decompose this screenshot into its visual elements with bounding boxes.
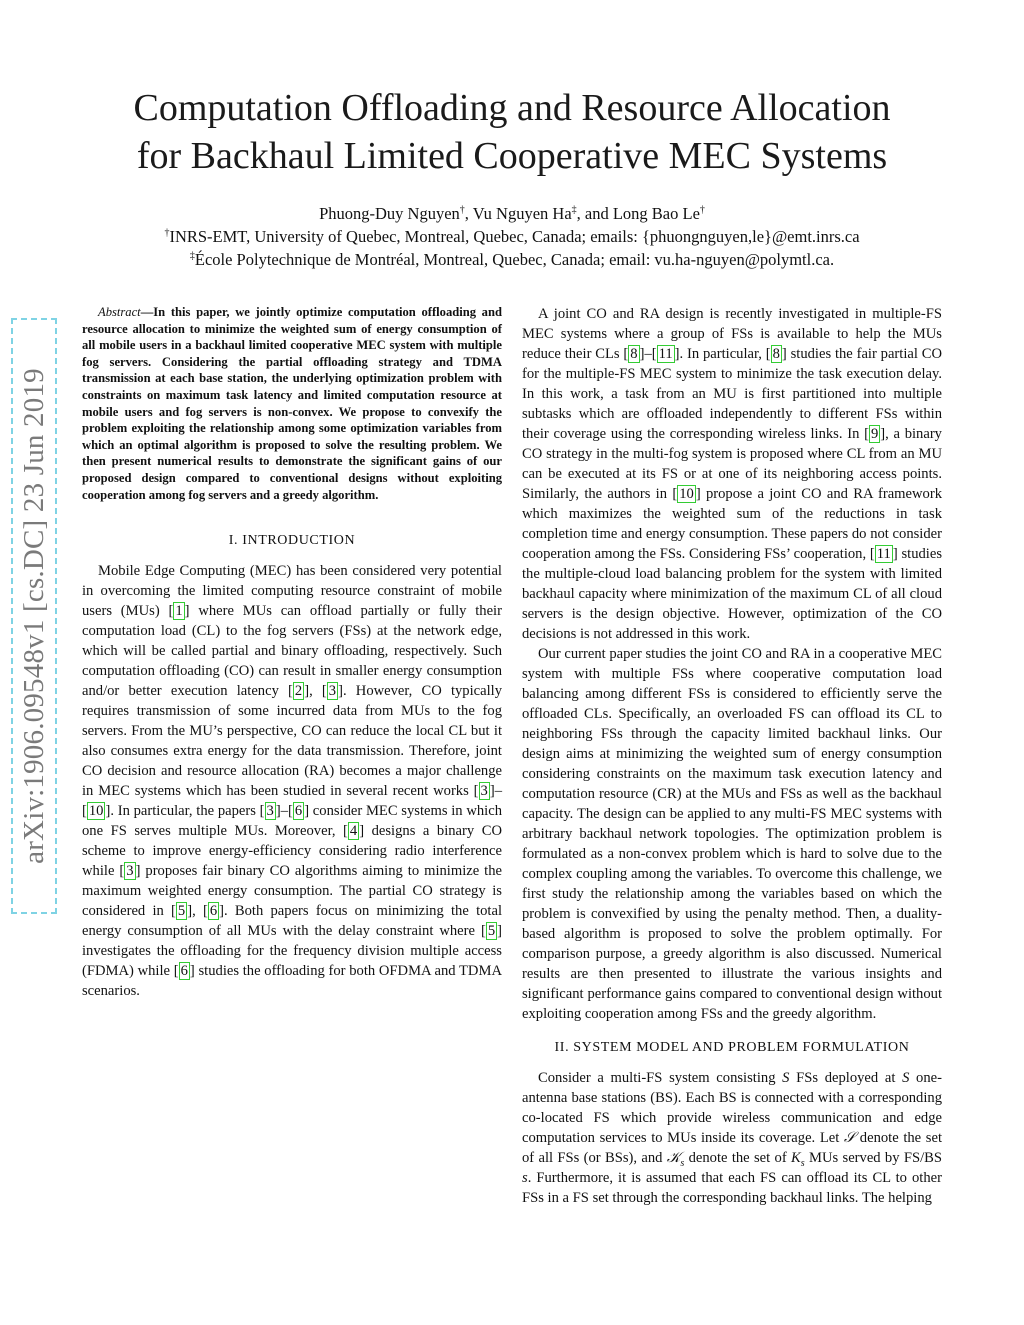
author-line: Phuong-Duy Nguyen†, Vu Nguyen Ha‡, and Long Bao Le† bbox=[319, 204, 705, 223]
abstract-text: In this paper, we jointly optimize computation offloading and resource allocation to minimize the weighted sum of energy consumption of all mobile users in a backhaul limited cooperative MEC system with multiple fog servers. Considering the partial offloading strategy and TDMA transmission at each base station, the underlying optimization problem with constraints on maximum task latency and limited computation resource at mobile users and fog servers is non-convex. We propose to convexify the problem exploiting the relationship among some optimization variables from which an optimal algorithm is proposed to solve the resulting problem. We then present numerical results to demonstrate the significant gains of our proposed design compared to conventional designs without exploiting cooperation among fog servers and a greedy algorithm. bbox=[82, 305, 502, 502]
intro-paragraph-1: Mobile Edge Computing (MEC) has been considered very potential in overcoming the limited computing resource constraint of mobile users (MUs) [ 1 ] where MUs can offload partially or fully their computation load (CL) to the fog servers (FSs) at the network edge, which will be called partial and binary offloading, respectively. Such computation offloading (CO) can result in smaller energy consumption and/or better execution latency [ 2 ], [ 3 ]. However, CO typically requires transmission of some incurred data from MUs to the fog servers. From the MU’s perspective, CO can reduce the local CL but it also consumes extra energy for the data transmission. Therefore, joint CO decision and resource allocation (RA) becomes a major challenge in MEC systems which has been studied in several recent works [ 3 ]–[ 10 ]. In particular, the papers [ 3 ]–[ 6 ] consider MEC systems in which one FS serves multiple MUs. Moreover, [ 4 ] designs a binary CO scheme to improve energy-efficiency considering radio interference while [ 3 ] proposes fair binary CO algorithms aiming to minimize the maximum weighted energy consumption. The partial CO strategy is considered in [ 5 ], [ 6 ]. Both papers focus on minimizing the total energy consumption of all MUs with the delay constraint where [ 5 ] investigates the offloading for the frequency division multiple access (FDMA) while [ 6 ] studies the offloading for both OFDMA and TDMA scenarios. bbox=[82, 563, 503, 1000]
citation-link[interactable]: 10 bbox=[679, 486, 694, 502]
citation-link[interactable]: 6 bbox=[180, 963, 188, 980]
citation-link[interactable]: 1 bbox=[175, 603, 183, 620]
intro-paragraph-3: Our current paper studies the joint CO and RA in a cooperative MEC system with multiple FSs where cooperative computation load balancing among different FSs is considered to efficiently serve the offloaded CLs. Specifically, an overloaded FS can offload its CL to neighboring FSs through the capacity limited backhaul links. Our design aims at minimizing the weighted sum of energy consumption considering constraints on the maximum task execution latency and computation resource (CR) at the MUs and FSs as well as the backhaul capacity. The design can be applied to any multi-FS MEC systems with arbitrary backhaul network topologies. The optimization problem is formulated as a non-convex problem which is hard to solve due to the complex coupling among the variables. To overcome this challenge, we first study the relationship among the variables based on which the problem is convexified by using the penalty method. Then, a duality-based algorithm is proposed to solve the problem optimally. For comparison purpose, a greedy algorithm is also discussed. Numerical results are then presented to illustrate the various insights and significant performance gains compared to conventional design without exploiting cooperation among FSs and the greedy algorithm. bbox=[522, 646, 942, 1022]
title-line-1: Computation Offloading and Resource Allocation bbox=[133, 87, 891, 129]
citation-link[interactable]: 5 bbox=[487, 923, 496, 940]
math-symbol: 𝒦 bbox=[666, 1150, 681, 1166]
affiliation-2: ‡École Polytechnique de Montréal, Montreal, Quebec, Canada; email: vu.ha-nguyen@polymtl.ca. bbox=[189, 250, 835, 269]
citation-link[interactable]: 6 bbox=[209, 903, 218, 920]
author-mark: ‡ bbox=[571, 204, 577, 216]
abstract: Abstract—In this paper, we jointly optimize computation offloading and resource allocation to minimize the weighted sum of energy consumption of all mobile users in a backhaul limited cooperative MEC system with multiple fog servers. Considering the partial offloading strategy and TDMA transmission at each base station, the underlying optimization problem with constraints on maximum task latency and limited computation resource at mobile users and fog servers is non-convex. We propose to convexify the problem exploiting the relationship among some optimization variables from which an optimal algorithm is proposed to solve the resulting problem. We then present numerical results to demonstrate the significant gains of our proposed design compared to conventional designs without exploiting cooperation among fog servers and a greedy algorithm. bbox=[82, 305, 502, 502]
arxiv-stamp-container bbox=[4, 318, 64, 914]
citation-link[interactable]: 5 bbox=[177, 903, 186, 920]
math-symbol: 𝒮 bbox=[843, 1130, 856, 1146]
citation-link[interactable]: 3 bbox=[126, 863, 134, 880]
citation-link[interactable]: 6 bbox=[294, 803, 303, 820]
citation-link[interactable]: 8 bbox=[630, 346, 638, 362]
author-mark: † bbox=[699, 204, 705, 216]
section-heading-system-model: II. SYSTEM MODEL AND PROBLEM FORMULATION bbox=[554, 1040, 910, 1055]
citation-link[interactable]: 11 bbox=[876, 546, 891, 562]
abstract-label: Abstract bbox=[98, 305, 141, 319]
citation-link[interactable]: 3 bbox=[266, 803, 274, 820]
citation-link[interactable]: 3 bbox=[480, 783, 488, 800]
left-column bbox=[82, 304, 502, 1001]
citation-link[interactable]: 9 bbox=[870, 426, 879, 442]
right-column bbox=[522, 304, 942, 1208]
arxiv-stamp[interactable]: arXiv:1906.09548v1 [cs.DC] 23 Jun 2019 bbox=[11, 318, 57, 914]
citation-link[interactable]: 3 bbox=[328, 683, 337, 700]
citation-link[interactable]: 10 bbox=[88, 803, 104, 820]
math-symbol: K bbox=[791, 1150, 801, 1166]
author-name: Phuong-Duy Nguyen bbox=[319, 204, 460, 223]
author-name: Long Bao Le bbox=[612, 204, 700, 223]
author-mark: † bbox=[459, 204, 465, 216]
paper-title bbox=[60, 84, 964, 180]
author-name: Vu Nguyen Ha bbox=[472, 204, 572, 223]
affiliation-1: †INRS-EMT, University of Quebec, Montreal, Quebec, Canada; emails: {phuongnguyen,le}@emt.inrs.ca bbox=[164, 227, 860, 246]
intro-paragraph-2: A joint CO and RA design is recently investigated in multiple-FS MEC systems where a group of FSs is available to help the MUs reduce their CLs [ 8 ]–[ 11 ]. In particular, [ 8 ] studies the fair partial CO for the multiple-FS MEC system to minimize the task execution delay. In this work, a task from an MU is first partitioned into multiple subtasks which are offloaded independently to different FSs within their coverage using the corresponding wireless links. In [ 9 ], a binary CO strategy in the multi-fog system is proposed where CL from an MU can be executed at its FS or at one of its neighboring access points. Similarly, the authors in [ 10 ] propose a joint CO and RA framework which maximizes the weighted sum of the reductions in task completion time and energy consumption. These papers do not consider cooperation among the FSs. Considering FSs’ cooperation, [ 11 ] studies the multiple-cloud load balancing problem for the system with limited backhaul capacity where minimization of the maximum CL of all cloud servers is the design objective. However, optimization of the CO decisions is not addressed in this work. bbox=[522, 306, 943, 642]
citation-link[interactable]: 11 bbox=[658, 346, 673, 362]
math-symbol: s bbox=[522, 1170, 528, 1186]
math-symbol: S bbox=[902, 1070, 910, 1086]
citation-link[interactable]: 8 bbox=[772, 346, 780, 362]
citation-link[interactable]: 4 bbox=[349, 823, 358, 840]
system-model-paragraph-1: Consider a multi-FS system consisting S FSs deployed at S one-antenna base stations (BS). Each BS is connected with a corresponding co-located FS which provide wireless communication and edge computation services to MUs inside its coverage. Let 𝒮 denote the set of all FSs (or BSs), and 𝒦$_s$ denote the set of $K_s$ MUs served by FS/BS s. Furthermore, it is assumed that each FS can offload its CL to other FSs in a FS set through the corresponding backhaul links. The helping bbox=[522, 1070, 943, 1206]
section-heading-introduction: I. INTRODUCTION bbox=[228, 533, 356, 549]
citation-link[interactable]: 2 bbox=[294, 683, 303, 700]
title-line-2: for Backhaul Limited Cooperative MEC Systems bbox=[136, 135, 888, 177]
author-block bbox=[60, 202, 964, 271]
math-symbol: S bbox=[782, 1070, 790, 1086]
